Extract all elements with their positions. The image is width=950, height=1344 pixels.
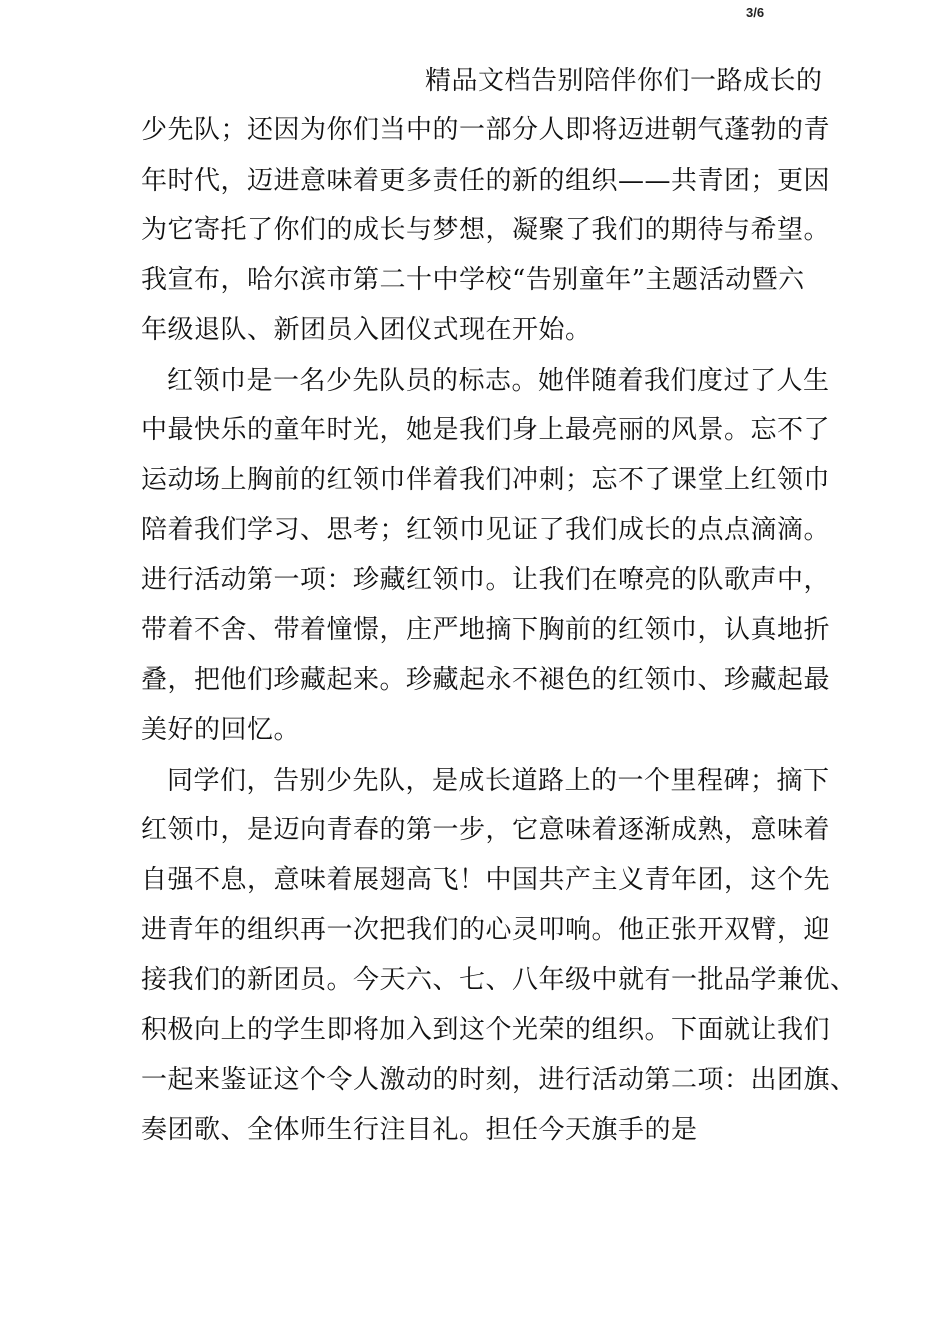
text-line: 少先队；还因为你们当中的一部分人即将迈进朝气蓬勃的青 bbox=[141, 115, 831, 145]
page-number: 3/6 bbox=[746, 5, 765, 20]
text-line: 进行活动第一项：珍藏红领巾。让我们在嘹亮的队歌声中， bbox=[141, 565, 831, 595]
text-line: 进青年的组织再一次把我们的心灵叩响。他正张开双臂，迎 bbox=[141, 915, 831, 945]
text-line: 积极向上的学生即将加入到这个光荣的组织。下面就让我们 bbox=[141, 1015, 831, 1045]
text-line: 自强不息，意味着展翅高飞！中国共产主义青年团，这个先 bbox=[141, 865, 831, 895]
text-line: 叠，把他们珍藏起来。珍藏起永不褪色的红领巾、珍藏起最 bbox=[141, 665, 831, 695]
text-line: 精品文档告别陪伴你们一路成长的 bbox=[425, 66, 823, 96]
text-line: 一起来鉴证这个令人激动的时刻，进行活动第二项：出团旗、 bbox=[141, 1065, 857, 1095]
text-line: 接我们的新团员。今天六、七、八年级中就有一批品学兼优、 bbox=[141, 965, 857, 995]
text-line: 同学们，告别少先队，是成长道路上的一个里程碑；摘下 bbox=[167, 766, 830, 796]
text-line: 带着不舍、带着憧憬，庄严地摘下胸前的红领巾，认真地折 bbox=[141, 615, 831, 645]
text-line: 中最快乐的童年时光，她是我们身上最亮丽的风景。忘不了 bbox=[141, 415, 831, 445]
text-line: 运动场上胸前的红领巾伴着我们冲刺；忘不了课堂上红领巾 bbox=[141, 465, 831, 495]
text-line: 为它寄托了你们的成长与梦想，凝聚了我们的期待与希望。 bbox=[141, 215, 831, 245]
text-line: 红领巾，是迈向青春的第一步，它意味着逐渐成熟，意味着 bbox=[141, 815, 831, 845]
text-line: 奏团歌、全体师生行注目礼。担任今天旗手的是 bbox=[141, 1115, 698, 1145]
text-line: 我宣布，哈尔滨市第二十中学校“告别童年”主题活动暨六 bbox=[141, 265, 805, 295]
text-line: 陪着我们学习、思考；红领巾见证了我们成长的点点滴滴。 bbox=[141, 515, 831, 545]
text-line: 年时代，迈进意味着更多责任的新的组织——共青团；更因 bbox=[141, 166, 831, 196]
text-line: 年级退队、新团员入团仪式现在开始。 bbox=[141, 315, 592, 345]
text-line: 美好的回忆。 bbox=[141, 715, 301, 745]
text-line: 红领巾是一名少先队员的标志。她伴随着我们度过了人生 bbox=[167, 366, 830, 396]
